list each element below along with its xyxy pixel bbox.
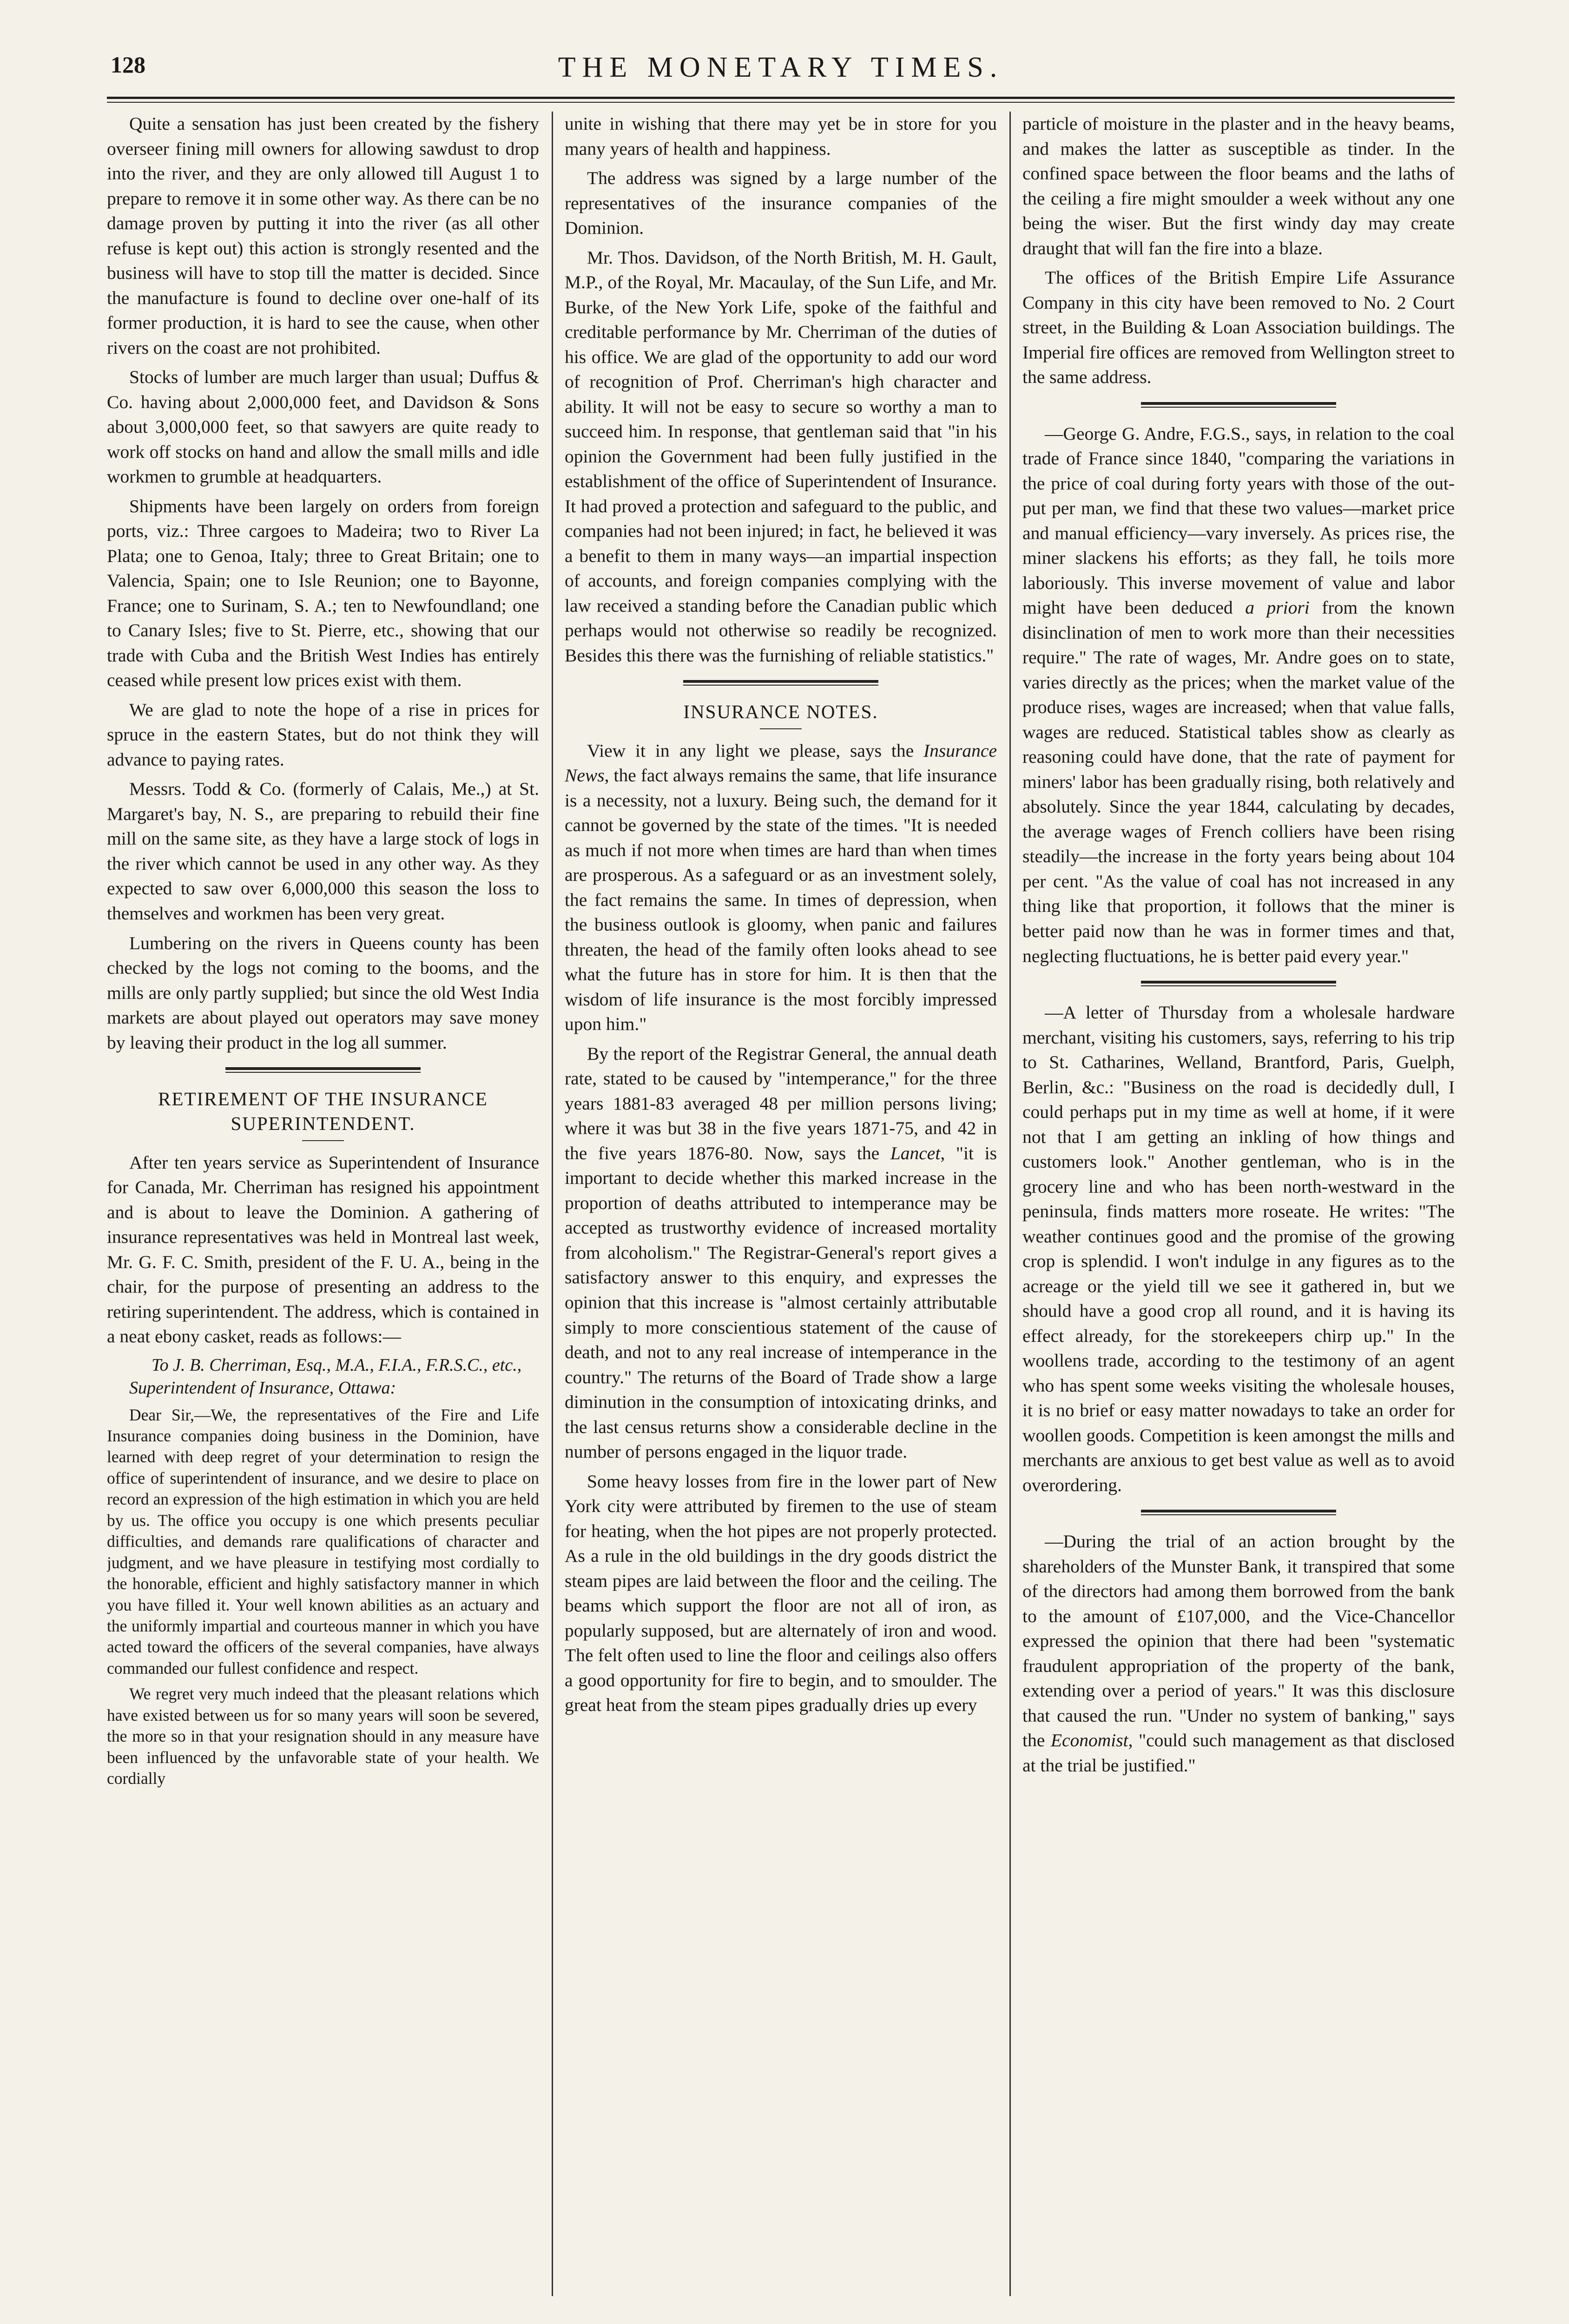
- text-run: View it in any light we please, says the: [587, 740, 924, 761]
- article-paragraph: We are glad to note the hope of a rise in prices for spruce in the eastern States, but do not think they will advance to paying rates.: [107, 699, 539, 770]
- text-run: , the fact always remains the same, that life insurance is a necessity, not a luxury. Being such, the demand for it cannot be governed by the state of the times. "It is needed as much if not more when times are hard than when times are prosperous. As a safeguard or as an investment solely, the fact remains the same. In times of depression, when the business outlook is gloomy, when panic and failures threaten, the head of the family often looks ahead to see what the future has in store for him. It is then that the wisdom of life insurance is the most forcibly impressed upon him.": [565, 765, 997, 1035]
- article-paragraph: Some heavy losses from fire in the lower part of New York city were attributed by firemen to the use of steam for heating, when the hot pipes are not properly protected. As a rule in the old buildings in the dry goods district the steam pipes are laid between the floor and the ceiling. The beams which support the floor are not all of iron, as popularly supposed, but are alternately of iron and wood. The felt often used to line the floor and ceilings also offers a good opportunity for fire to begin, and to smoulder. The great heat from the steam pipes gradually dries up every: [565, 1471, 997, 1716]
- article-paragraph: The offices of the British Empire Life Assurance Company in this city have been removed to No. 2 Court street, in the Building & Loan Association buildings. The Imperial fire offices are removed from Wellington street to the same address.: [1022, 267, 1455, 388]
- text-run: , "it is important to decide whether this marked increase in the proportion of deaths attributed to intemperance may be accepted as trustworthy evidence of increased mortality from alcoholism." The Registrar-General's report gives a satisfactory answer to this enquiry, and expresses the opinion that this increase is "almost certainly attributable simply to more conscientious statement of the cause of death, and not to any real increase of intemperance in the country." The returns of the Board of Trade show a large diminution in the consumption of intoxicating drinks, and the last census returns show a considerable decline in the number of persons engaged in the liquor trade.: [565, 1142, 997, 1462]
- article-paragraph: [565, 739, 997, 1037]
- article-paragraph: particle of moisture in the plaster and in the heavy beams, and makes the latter as susceptible as tinder. In the confined space between the floor beams and the laths of the ceiling a fire might smoulder a week without any one being the wiser. But the first windy day may create draught that will fan the fire into a blaze.: [1022, 113, 1455, 258]
- publication-name: Insurance News: [565, 740, 997, 786]
- article-paragraph: Messrs. Todd & Co. (formerly of Calais, Me.,) at St. Margaret's bay, N. S., are preparing to rebuild their fine mill on the same site, as they have a large stock of logs in the river which cannot be used in any other way. As they expected to saw over 6,000,000 this season the loss to themselves and workmen has been very great.: [107, 779, 539, 924]
- article-heading: INSURANCE NOTES.: [683, 701, 878, 723]
- article-paragraph: Mr. Thos. Davidson, of the North British, M. H. Gault, M.P., of the Royal, Mr. Macaulay, of the Sun Life, and Mr. Burke, of the New York Life, spoke of the faithful and creditable performance by Mr. Cherriman of the duties of his office. We are glad of the opportunity to add our word of recognition of Prof. Cherriman's high character and ability. It will not be easy to secure so worthy a man to succeed him. In response, that gentleman said that "in his opinion the Government had been fully justified in the establishment of the office of Superintendent of Insurance. It had proved a protection and safeguard to the public, and companies had not been injured; in fact, he believed it was a benefit to them in many ways—an impartial inspection of accounts, and foreign companies complying with the law received a standing before the Canadian public which perhaps would not otherwise so readily be recognized. Besides this there was the furnishing of reliable statistics.": [565, 247, 997, 666]
- section-separator: [1141, 1510, 1336, 1515]
- publication-name: Economist: [1050, 1730, 1128, 1751]
- heading-dash: [302, 1140, 344, 1141]
- section-separator: [1141, 402, 1336, 408]
- column-divider: [1009, 112, 1011, 2296]
- address-paragraph: We regret very much indeed that the pleasant relations which have existed between us for so many years will soon be severed, the more so in that your resignation should in any measure have been influenced by the unfavorable state of your health. We cordially: [107, 1684, 539, 1788]
- column-1: [107, 112, 539, 2296]
- section-separator: [225, 1067, 421, 1073]
- article-heading: RETIREMENT OF THE INSURANCE SUPERINTENDENT.: [158, 1088, 488, 1135]
- columns: [107, 112, 1455, 2296]
- latin-phrase: a priori: [1245, 597, 1310, 618]
- article-paragraph: unite in wishing that there may yet be in store for you many years of health and happiness.: [565, 113, 997, 159]
- article-paragraph: Lumbering on the rivers in Queens county has been checked by the logs not coming to the booms, and the mills are only partly supplied; but since the old West India markets are about played out operators may save money by leaving their product in the log all summer.: [107, 932, 539, 1053]
- text-run: —During the trial of an action brought by the shareholders of the Munster Bank, it transpired that some of the directors had among them borrowed from the bank to the amount of £107,000, and the Vice-Chancellor expressed the opinion that there had been "systematic fraudulent appropriation of the property of the bank, extending over a period of years." It was this disclosure that caused the run. "Under no system of banking," says the: [1022, 1531, 1455, 1751]
- section-separator: [683, 680, 878, 686]
- page-header: [107, 51, 1455, 98]
- article-paragraph: Quite a sensation has just been created by the fishery overseer fining mill owners for allowing sawdust to drop into the river, and they are only allowed till August 1 to prepare to remove it in some other way. As there can be no damage proven by putting it into the river (as all other refuse is kept out) this action is strongly resented and the business will have to stop till the matter is decided. Since the manufacture is found to decline over one-half of its former production, it is hard to see the cause, when other rivers on the coast are not prohibited.: [107, 113, 539, 358]
- article-paragraph: [1022, 422, 1455, 969]
- article-paragraph: After ten years service as Superintendent of Insurance for Canada, Mr. Cherriman has resigned his appointment and is about to leave the Dominion. A gathering of insurance representatives was held in Montreal last week, Mr. G. F. C. Smith, president of the F. U. A., being in the chair, for the purpose of presenting an address to the retiring superintendent. The address, which is contained in a neat ebony casket, reads as follows:—: [107, 1152, 539, 1347]
- article-paragraph: Stocks of lumber are much larger than usual; Duffus & Co. having about 2,000,000 feet, and Davidson & Sons about 3,000,000 feet, so that sawyers are quite ready to work off stocks on hand and allow the small mills and idle workmen to grumble at headquarters.: [107, 367, 539, 487]
- article-paragraph: —A letter of Thursday from a wholesale hardware merchant, visiting his customers, says, referring to his trip to St. Catharines, Welland, Brantford, Paris, Guelph, Berlin, &c.: "Business on the road is decidedly dull, I could perhaps put in my time as well at home, if it were not that I am getting an inkling of how things and customers look." Another gentleman, who is in the grocery line and who has been north-westward in the peninsula, finds matters more roseate. He writes: "The weather continues good and the promise of the growing crop is splendid. I won't indulge in any figures as to the acreage or the yield till we see it gathered in, but we should have a good crop all round, and it is having its effect already, for the storekeepers chirp up." In the woollens trade, according to the testimony of an agent who has spent some weeks visiting the wholesale houses, it is no brief or easy matter nowadays to take an order for woollen goods. Competition is keen amongst the mills and merchants are anxious to get best value as well as to avoid overordering.: [1022, 1002, 1455, 1495]
- column-divider: [552, 112, 553, 2296]
- masthead-title: THE MONETARY TIMES.: [558, 52, 1004, 83]
- text-run: —George G. Andre, F.G.S., says, in relation to the coal trade of France since 1840, "comparing the variations in the price of coal during forty years with those of the out-put per man, we find that these two values—market price and manual efficiency—vary inversely. As prices rise, the miner slackens his efforts; as they fall, he toils more laboriously. This inverse movement of value and labor might have been deduced: [1022, 423, 1455, 618]
- heading-dash: [760, 728, 802, 729]
- article-paragraph: [1022, 1529, 1455, 1778]
- page-number: 128: [111, 52, 145, 78]
- text-run: By the report of the Registrar General, the annual death rate, stated to be caused by "intemperance," for the three years 1881-83 averaged 48 per million persons living; where it was but 38 in the five years 1871-75, and 42 in the five years 1876-80. Now, says the: [565, 1043, 997, 1163]
- article-paragraph: [565, 1042, 997, 1465]
- text-run: from the known disinclination of men to work more than their necessities require." The rate of wages, Mr. Andre goes on to state, varies directly as the prices; when the market value of the produce rises, wages are increased; when that value falls, wages are reduced. Statistical tables show as clearly as reasoning could have done, that the rate of payment for miners' labor has been gradually rising, both relatively and absolutely. Since the year 1844, calculating by decades, the average wages of French colliers have been rising steadily—the increase in the forty years being about 104 per cent. "As the value of coal has not increased in any thing like that proportion, it follows that the miner is better paid now than he was in former times and that, neglecting fluctuations, he is better paid every year.": [1022, 597, 1455, 966]
- text-run: , "could such management as that disclosed at the trial be justified.": [1022, 1730, 1455, 1776]
- newspaper-page: [107, 51, 1455, 2296]
- address-recipient: To J. B. Cherriman, Esq., M.A., F.I.A., F.R.S.C., etc., Superintendent of Insurance, Ottawa:: [129, 1355, 522, 1398]
- column-2: [565, 112, 997, 2296]
- address-paragraph: Dear Sir,—We, the representatives of the Fire and Life Insurance companies doing business in the Dominion, have learned with deep regret of your determination to resign the office of superintendent of insurance, and we desire to place on record an expression of the high estimation in which you are held by us. The office you occupy is one which presents peculiar difficulties, and demands rare qualifications of character and judgment, and we have pleasure in testifying most cordially to the honorable, efficient and highly satisfactory manner in which you have filled it. Your well known abilities as an actuary and the uniformly impartial and courteous manner in which you have acted toward the officers of the several companies, have always commanded our fullest confidence and respect.: [107, 1405, 539, 1677]
- header-rule: [107, 97, 1455, 103]
- article-paragraph: Shipments have been largely on orders from foreign ports, viz.: Three cargoes to Madeira; two to River La Plata; one to Genoa, Italy; three to Great Britain; one to Valencia, Spain; one to Isle Reunion; one to Bayonne, France; one to Surinam, S. A.; ten to Newfoundland; one to Canary Isles; five to St. Pierre, etc., showing that our trade with Cuba and the British West Indies has entirely ceased while present low prices exist with them.: [107, 495, 539, 691]
- section-separator: [1141, 981, 1336, 986]
- article-paragraph: The address was signed by a large number of the representatives of the insurance companies of the Dominion.: [565, 168, 997, 238]
- publication-name: Lancet: [890, 1142, 941, 1163]
- column-3: [1022, 112, 1455, 2296]
